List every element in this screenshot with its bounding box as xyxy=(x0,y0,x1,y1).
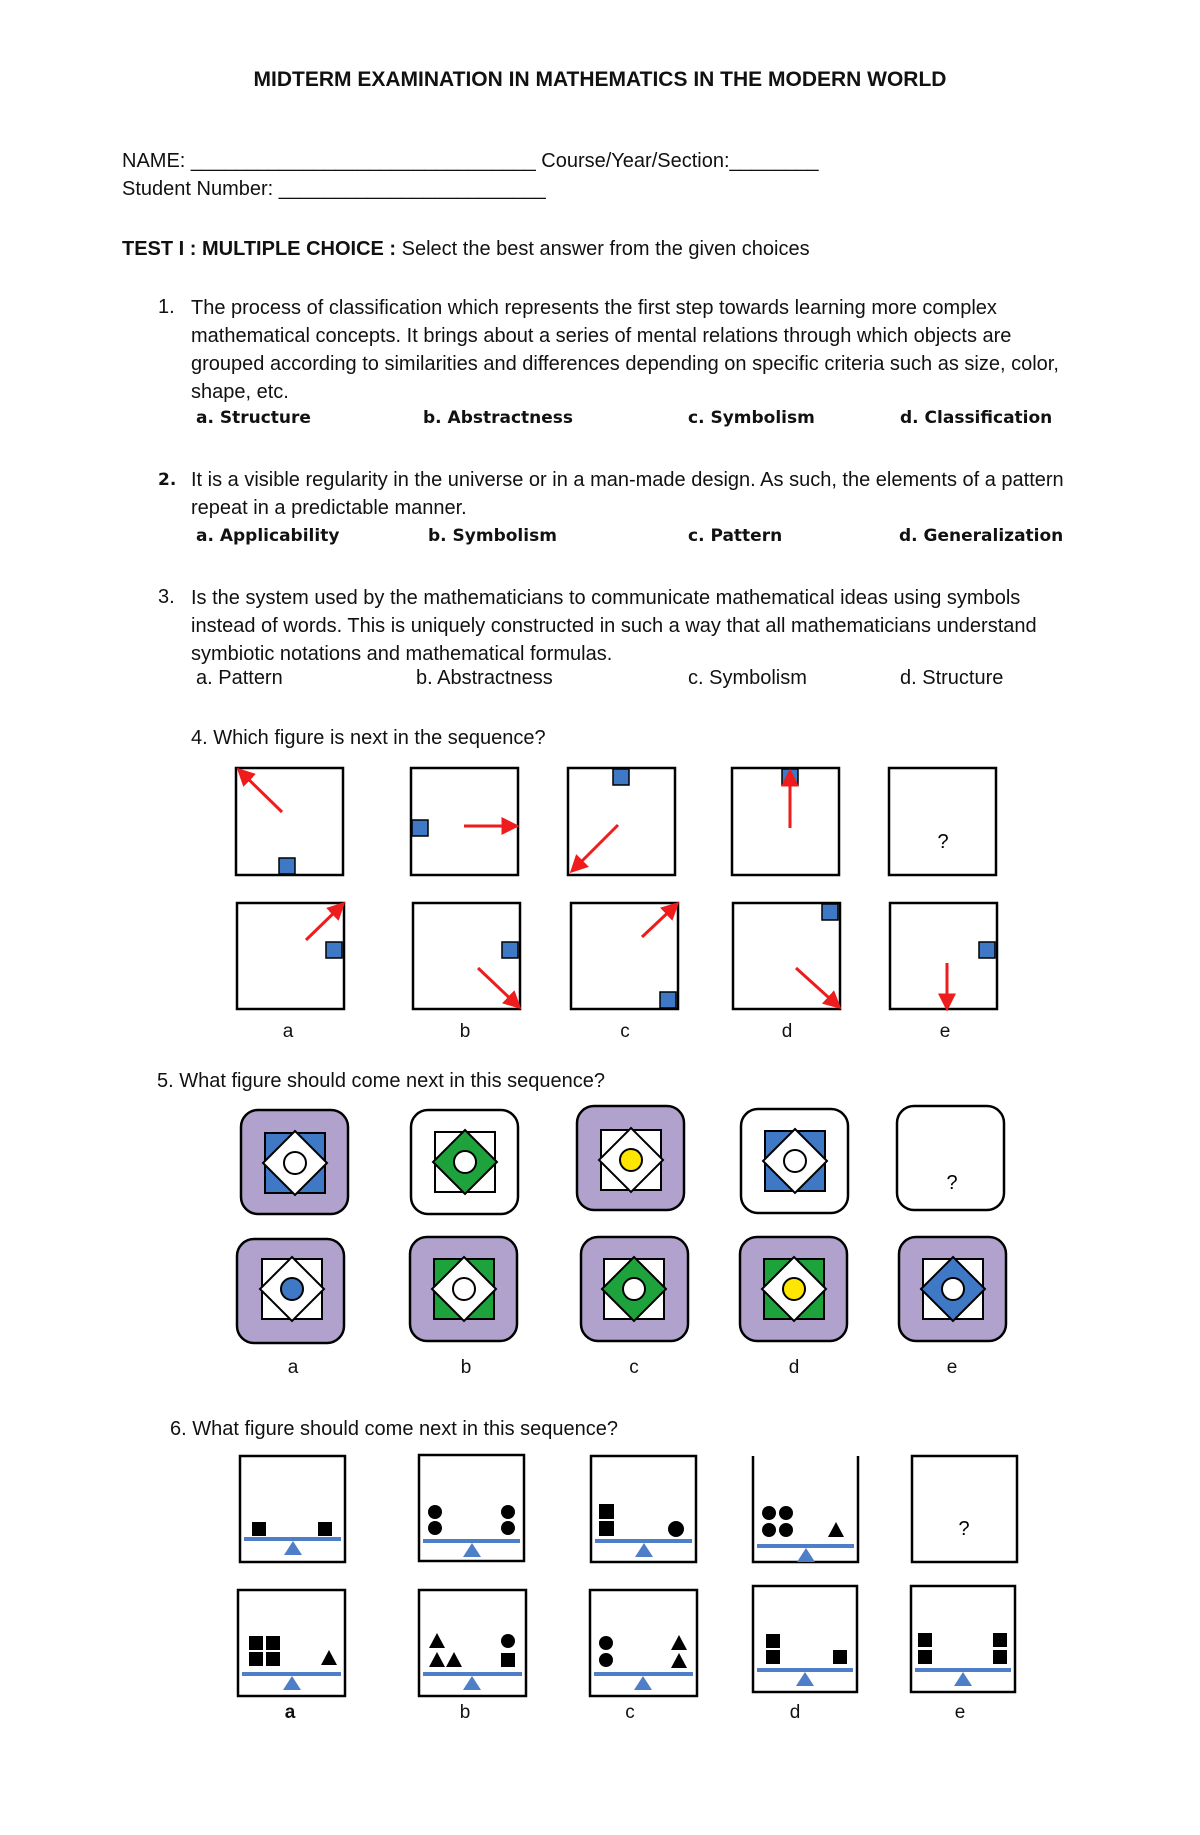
test-instruction: Select the best answer from the given choices xyxy=(396,238,810,260)
q6-prompt: 6. What figure should come next in this sequence? xyxy=(170,1418,619,1440)
student-number-line: Student Number: ________________________ xyxy=(122,178,546,200)
q6-label-c: c xyxy=(625,1702,635,1723)
q5-label-d: d xyxy=(788,1357,800,1378)
q5-sequence-figure-1 xyxy=(241,1110,348,1214)
q3-option-c[interactable]: c. Symbolism xyxy=(688,667,807,689)
q6-label-e: e xyxy=(954,1702,966,1723)
q4-sequence-figure-2 xyxy=(411,768,518,875)
exam-title: MIDTERM EXAMINATION IN MATHEMATICS IN THE MODERN WORLD xyxy=(253,68,947,91)
q5-label-b: b xyxy=(460,1357,472,1378)
q5-label-a: a xyxy=(287,1357,299,1378)
q4-label-d: d xyxy=(781,1021,793,1042)
q5-sequence-unknown xyxy=(897,1106,1004,1210)
q4-sequence-figure-1 xyxy=(236,768,343,875)
q5-prompt: 5. What figure should come next in this sequence? xyxy=(157,1070,606,1092)
q4-choice-c[interactable] xyxy=(571,903,678,1009)
q5-choice-a[interactable] xyxy=(237,1239,344,1343)
q4-prompt: 4. Which figure is next in the sequence? xyxy=(191,727,546,749)
q5-sequence-figure-2 xyxy=(411,1110,518,1214)
q5-sequence-figure-4 xyxy=(741,1109,848,1213)
q3-option-d[interactable]: d. Structure xyxy=(900,667,1004,689)
q1-option-a[interactable]: a. Structure xyxy=(196,408,311,428)
q1-number: 1. xyxy=(158,296,175,318)
q4-choice-d[interactable] xyxy=(733,903,840,1009)
q4-label-c: c xyxy=(620,1021,630,1042)
q6-choice-e[interactable] xyxy=(911,1586,1015,1692)
q6-label-d: d xyxy=(789,1702,801,1723)
q4-sequence-figure-4 xyxy=(732,768,839,875)
q5-unknown-mark: ? xyxy=(946,1172,958,1194)
q6-label-b: b xyxy=(459,1702,471,1723)
q3-text: Is the system used by the mathematicians to communicate mathematical ideas using symbols instead of words. This is uniquely constructed in such a way that all mathematicians understand symbiotic notations and mathematical formulas. xyxy=(191,587,1037,665)
q2-option-a[interactable]: a. Applicability xyxy=(196,526,340,546)
q5-label-e: e xyxy=(946,1357,958,1378)
q6-unknown-mark: ? xyxy=(958,1518,970,1540)
test-heading: TEST I : MULTIPLE CHOICE : xyxy=(122,238,397,260)
q3-option-b[interactable]: b. Abstractness xyxy=(416,667,553,689)
q1-text: The process of classification which represents the first step towards learning more complex mathematical concepts. It brings about a series of mental relations through which objects are grouped according to similarities and differences depending on specific criteria such as size, color, shape, etc. xyxy=(191,297,1059,403)
q3-option-a[interactable]: a. Pattern xyxy=(196,667,283,689)
q6-choice-a[interactable] xyxy=(238,1590,345,1696)
q6-choice-c[interactable] xyxy=(590,1590,697,1696)
q6-sequence-unknown xyxy=(912,1456,1017,1562)
q5-choice-c[interactable] xyxy=(581,1237,688,1341)
q6-sequence-figure-4 xyxy=(753,1456,858,1562)
q5-choice-b[interactable] xyxy=(410,1237,517,1341)
q4-label-b: b xyxy=(459,1021,471,1042)
q2-text: It is a visible regularity in the universe or in a man-made design. As such, the elements of a pattern repeat in a predictable manner. xyxy=(191,469,1064,519)
q1-option-b[interactable]: b. Abstractness xyxy=(423,408,574,428)
q4-label-e: e xyxy=(939,1021,951,1042)
q3-number: 3. xyxy=(158,586,175,608)
q6-choice-b[interactable] xyxy=(419,1590,526,1696)
name-field-line: NAME: _______________________________ Course/Year/Section:________ xyxy=(122,150,819,172)
q5-choice-d[interactable] xyxy=(740,1237,847,1341)
q2-option-d[interactable]: d. Generalization xyxy=(899,526,1064,546)
q6-sequence-figure-2 xyxy=(419,1455,524,1561)
q4-sequence-unknown xyxy=(889,768,996,875)
q2-option-c[interactable]: c. Pattern xyxy=(688,526,783,546)
q5-label-c: c xyxy=(629,1357,639,1378)
q2-number: 2. xyxy=(158,470,177,490)
q6-choice-d[interactable] xyxy=(753,1586,857,1692)
q4-choice-e[interactable] xyxy=(890,903,997,1009)
q6-label-a: a xyxy=(284,1702,296,1723)
q5-choice-e[interactable] xyxy=(899,1237,1006,1341)
q2-option-b[interactable]: b. Symbolism xyxy=(428,526,557,546)
q4-choice-b[interactable] xyxy=(413,903,520,1009)
q5-sequence-figure-3 xyxy=(577,1106,684,1210)
q6-sequence-figure-3 xyxy=(591,1456,696,1562)
q4-unknown-mark: ? xyxy=(937,831,949,853)
q4-sequence-figure-3 xyxy=(568,768,675,875)
q6-sequence-figure-1 xyxy=(240,1456,345,1562)
q1-option-d[interactable]: d. Classification xyxy=(900,408,1053,428)
q4-choice-a[interactable] xyxy=(237,903,344,1009)
q1-option-c[interactable]: c. Symbolism xyxy=(688,408,815,428)
q4-label-a: a xyxy=(282,1021,294,1042)
